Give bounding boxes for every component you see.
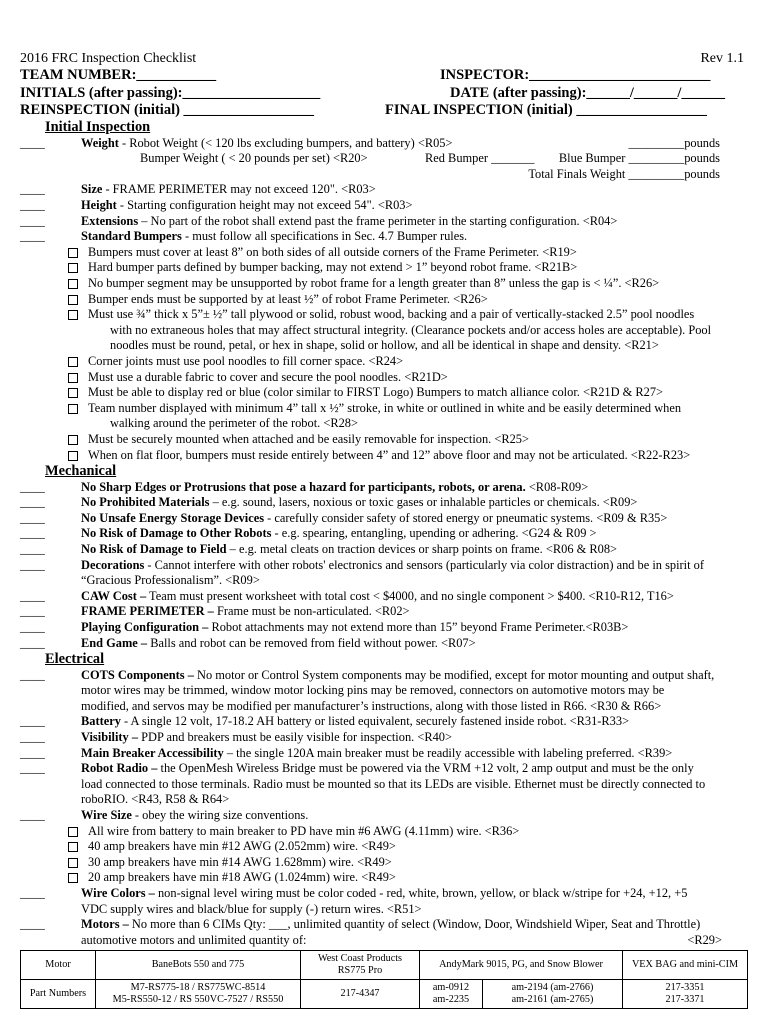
- section-electrical: Electrical: [45, 651, 105, 668]
- mech-text: Frame must be non-articulated. <R02>: [213, 604, 410, 619]
- checkbox[interactable]: [68, 827, 78, 837]
- mech-label: No Prohibited Materials: [81, 495, 210, 510]
- checkbox[interactable]: [68, 295, 78, 305]
- mech-text: - carefully consider safety of stored energy or pneumatic systems. <R09 & R35>: [264, 510, 668, 525]
- table-cell: [420, 980, 483, 1009]
- part-number: M7-RS775-18 / RS775WC-8514: [130, 982, 266, 994]
- elec-label: Wire Size: [81, 808, 132, 823]
- elec-item-main-breaker: [20, 746, 748, 762]
- mech-item-frame-perimeter: [20, 604, 748, 620]
- motors-cont-text: automotive motors and unlimited quantity of:: [81, 932, 307, 947]
- bumper-check-3: [20, 276, 748, 292]
- blue-bumper-field[interactable]: Blue Bumper _________pounds: [558, 151, 720, 166]
- mech-item-energy-storage: [20, 511, 748, 527]
- check-text: Bumpers must cover at least 8” on both sides of all outside corners of the Frame Perimeter. <R19>: [88, 244, 577, 259]
- checklist-page: [20, 0, 748, 1009]
- elec-label: COTS Components –: [81, 667, 194, 682]
- elec-text: No motor or Control System components may be modified, except for motor mounting and output shaft,: [193, 667, 715, 682]
- check-text: 40 amp breakers have min #12 AWG (2.052mm) wire. <R49>: [88, 839, 396, 854]
- mech-text: Robot attachments may not extend more than 15” beyond Frame Perimeter.<R03B>: [208, 620, 629, 634]
- elec-text: non-signal level wiring must be color coded - red, white, brown, yellow, or black w/stripe for +24, +12, +5: [154, 886, 688, 900]
- elec-label: Wire Colors –: [81, 886, 155, 900]
- bumper-check-5: [20, 307, 748, 323]
- checkbox[interactable]: [68, 435, 78, 445]
- table-cell: [483, 980, 623, 1009]
- initial-blank[interactable]: ____: [20, 495, 45, 510]
- elec-label: Robot Radio –: [81, 761, 158, 776]
- initial-blank[interactable]: ____: [20, 479, 45, 494]
- initial-blank[interactable]: ____: [20, 182, 45, 197]
- mech-item-damage-robots: [20, 526, 748, 542]
- mech-item-damage-field: [20, 542, 748, 558]
- extensions-text: – No part of the robot shall extend past the frame perimeter in the starting configuration. <R04>: [138, 213, 618, 228]
- initial-blank[interactable]: ____: [20, 526, 45, 541]
- mech-text: Team must present worksheet with total cost < $4000, and no single component > $400. <R10-R12, T16>: [146, 588, 674, 603]
- check-text: Must be able to display red or blue (color similar to FIRST Logo) Bumpers to match alliance color. <R21D & R27>: [88, 385, 664, 400]
- team-number-field[interactable]: TEAM NUMBER:___________: [20, 67, 217, 84]
- mech-text: - Cannot interfere with other robots' electronics and sensors (particularly via color distraction) and be in spirit of: [144, 557, 704, 572]
- motor-table: [20, 950, 748, 1009]
- check-text: 30 amp breakers have min #14 AWG 1.628mm) wire. <R49>: [88, 854, 392, 869]
- section-mechanical: Mechanical: [45, 463, 117, 480]
- initial-blank[interactable]: ____: [20, 917, 45, 932]
- height-label: Height: [81, 198, 117, 213]
- checkbox[interactable]: [68, 451, 78, 461]
- doc-title: 2016 FRC Inspection Checklist: [20, 51, 197, 66]
- mech-label: Playing Configuration –: [81, 620, 209, 634]
- elec-label: Visibility –: [81, 730, 139, 745]
- check-text: Must use a durable fabric to cover and secure the pool noodles. <R21D>: [88, 369, 448, 384]
- checkbox[interactable]: [68, 858, 78, 868]
- check-text: No bumper segment may be unsupported by robot frame for a length greater than 8” unless the gap is < ¼”. <R26>: [88, 276, 660, 291]
- part-number: am-2235: [432, 994, 470, 1006]
- weight-item: [20, 136, 748, 152]
- red-bumper-field[interactable]: Red Bumper _______: [425, 151, 535, 166]
- table-header: AndyMark 9015, PG, and Snow Blower: [420, 951, 623, 980]
- mech-item-decorations: [20, 558, 748, 574]
- initial-blank[interactable]: ____: [20, 808, 45, 823]
- checkbox[interactable]: [68, 873, 78, 883]
- bumper-check-6: [20, 354, 748, 370]
- bumper-check-5-cont: noodles must be round, petal, or hex in shape, solid or hollow, and all be identical in shape and density. <R21>: [110, 338, 659, 353]
- wire-check-1: [20, 824, 748, 840]
- part-number: 217-3351: [665, 982, 705, 994]
- elec-label: Motors –: [81, 917, 129, 932]
- initial-blank[interactable]: ____: [20, 745, 45, 760]
- checkbox[interactable]: [68, 388, 78, 398]
- reinspection-field[interactable]: REINSPECTION (initial) __________________: [20, 101, 315, 118]
- size-text: - FRAME PERIMETER may not exceed 120". <R03>: [102, 182, 376, 197]
- initial-blank[interactable]: ____: [20, 604, 45, 619]
- table-header: BaneBots 550 and 775: [96, 951, 301, 980]
- mech-item-prohibited-materials: [20, 495, 748, 511]
- elec-text: - A single 12 volt, 17-18.2 AH battery or listed equivalent, securely fastened inside robot. <R31-R33>: [120, 714, 630, 729]
- elec-item-wire-colors: [20, 886, 748, 902]
- part-number: am-2194 (am-2766): [511, 982, 594, 994]
- standard-bumpers-label: Standard Bumpers: [81, 229, 182, 244]
- elec-text: the OpenMesh Wireless Bridge must be powered via the VRM +12 volt, 2 amp output and must be the only: [157, 761, 694, 776]
- bumper-weight-row: [20, 151, 748, 167]
- initial-blank[interactable]: ____: [20, 667, 45, 682]
- wire-colors-cont: VDC supply wires and black/blue for supply (-) return wires. <R51>: [81, 901, 422, 916]
- header-row-1: [20, 50, 748, 67]
- part-number: 217-3371: [665, 994, 705, 1006]
- initial-blank[interactable]: ____: [20, 542, 45, 557]
- table-header: Motor: [21, 951, 96, 980]
- mech-item-sharp-edges: [20, 480, 748, 496]
- part-number: am-0912: [432, 982, 470, 994]
- elec-item-battery: [20, 714, 748, 730]
- initial-blank[interactable]: ____: [20, 730, 45, 745]
- elec-item-visibility: [20, 730, 748, 746]
- check-text: 20 amp breakers have min #18 AWG (1.024mm) wire. <R49>: [88, 870, 396, 885]
- mech-text: – e.g. sound, lasers, noxious or toxic gases or inhalable particles or chemicals. <R09>: [209, 495, 638, 510]
- weight-text: - Robot Weight (< 120 lbs excluding bumpers, and battery) <R05>: [118, 135, 453, 150]
- elec-text: – the single 120A main breaker must be readily accessible with labeling preferred. <R39>: [223, 745, 673, 760]
- elec-item-motors: [20, 917, 748, 933]
- header-row-3: [20, 85, 748, 102]
- initial-blank[interactable]: ____: [20, 213, 45, 228]
- bumper-weight-text: Bumper Weight ( < 20 pounds per set) <R20>: [140, 151, 368, 166]
- checkbox[interactable]: [68, 404, 78, 414]
- mech-label: Decorations: [81, 557, 145, 572]
- part-number: am-2161 (am-2765): [511, 994, 594, 1006]
- mech-item-end-game: [20, 636, 748, 652]
- date-field[interactable]: DATE (after passing):______/______/______: [450, 84, 725, 101]
- elec-item-robot-radio: [20, 761, 748, 777]
- mech-text: Balls and robot can be removed from field without power. <R07>: [147, 635, 476, 650]
- total-finals-weight-field[interactable]: Total Finals Weight _________pounds: [528, 166, 720, 181]
- check-text: Bumper ends must be supported by at least ½” of robot Frame Perimeter. <R26>: [88, 291, 488, 306]
- size-item: [20, 182, 748, 198]
- wire-check-2: [20, 839, 748, 855]
- inspector-field[interactable]: INSPECTOR:_________________________: [440, 67, 711, 84]
- bumper-check-10: [20, 432, 748, 448]
- motors-ref: <R29>: [687, 932, 722, 947]
- elec-text: No more than 6 CIMs Qty: ___, unlimited quantity of select (Window, Door, Windshield Wiper, Seat and Throttle): [128, 917, 701, 932]
- wire-check-3: [20, 855, 748, 871]
- check-text: Must use ¾” thick x 5”± ½” tall plywood or solid, robust wood, backing and a pair of vertically-stacked 2.5” pool noodles: [88, 307, 695, 322]
- initial-blank[interactable]: ____: [20, 229, 45, 244]
- doc-revision: Rev 1.1: [700, 51, 744, 66]
- initial-blank[interactable]: ____: [20, 620, 45, 634]
- final-inspection-field[interactable]: FINAL INSPECTION (initial) __________________: [385, 101, 707, 118]
- elec-label: Battery: [81, 714, 121, 729]
- height-item: [20, 198, 748, 214]
- initial-blank[interactable]: ____: [20, 198, 45, 213]
- initial-blank[interactable]: ____: [20, 135, 45, 150]
- checkbox[interactable]: [68, 842, 78, 852]
- table-header-row: [21, 951, 748, 980]
- total-weight-row: [20, 167, 748, 183]
- table-header: West Coast Products RS775 Pro: [301, 951, 420, 980]
- weight-label: Weight: [81, 135, 119, 150]
- weight-pounds-field[interactable]: _________pounds: [628, 135, 720, 150]
- mech-text: - e.g. spearing, entangling, upending or adhering. <G24 & R09 >: [271, 526, 597, 541]
- decorations-cont: “Gracious Professionalism”. <R09>: [81, 573, 260, 588]
- elec-text: PDP and breakers must be easily visible for inspection. <R40>: [138, 730, 452, 745]
- mech-item-caw-cost: [20, 589, 748, 605]
- size-label: Size: [81, 182, 103, 197]
- header-row-4: [20, 102, 748, 119]
- elec-item-wire-size: [20, 808, 748, 824]
- checkbox[interactable]: [68, 310, 78, 320]
- bumper-check-1: [20, 245, 748, 261]
- check-text: Team number displayed with minimum 4” tall x ½” stroke, in white or outlined in white and be easily determined when: [88, 400, 682, 415]
- initial-blank[interactable]: ____: [20, 886, 45, 900]
- elec-item-cots: [20, 668, 748, 684]
- initial-blank[interactable]: ____: [20, 557, 45, 572]
- mech-label: No Unsafe Energy Storage Devices: [81, 510, 265, 525]
- check-text: Corner joints must use pool noodles to fill corner space. <R24>: [88, 354, 404, 368]
- check-text: Must be securely mounted when attached and be easily removable for inspection. <R25>: [88, 431, 529, 446]
- initial-blank[interactable]: ____: [20, 761, 45, 776]
- check-text: Hard bumper parts defined by bumper backing, may not extend > 1” beyond robot frame. <R21B>: [88, 260, 578, 275]
- header-row-2: [20, 67, 748, 84]
- bumper-check-9-cont: walking around the perimeter of the robot. <R28>: [110, 416, 358, 431]
- table-row: [21, 980, 748, 1009]
- initials-field[interactable]: INITIALS (after passing):___________________: [20, 84, 321, 101]
- extensions-item: [20, 214, 748, 230]
- bumper-check-5-cont: with no extraneous holes that may affect structural integrity. (Clearance pockets and/or access holes are acceptable). Pool: [110, 322, 712, 337]
- part-number: M5-RS550-12 / RS 550VC-7527 / RS550: [112, 994, 284, 1006]
- mech-item-playing-config: [20, 620, 748, 636]
- bumper-check-7: [20, 370, 748, 386]
- elec-label: Main Breaker Accessibility: [81, 745, 224, 760]
- standard-bumpers-text: - must follow all specifications in Sec. 4.7 Bumper rules.: [181, 229, 468, 244]
- standard-bumpers-item: [20, 229, 748, 245]
- bumper-check-9: [20, 401, 748, 417]
- mech-label: No Sharp Edges or Protrusions that pose a hazard for participants, robots, or arena.: [81, 479, 526, 494]
- initial-blank[interactable]: ____: [20, 635, 45, 650]
- wire-check-4: [20, 870, 748, 886]
- bumper-check-4: [20, 292, 748, 308]
- initial-blank[interactable]: ____: [20, 714, 45, 729]
- table-cell: [623, 980, 748, 1009]
- extensions-label: Extensions: [81, 213, 139, 228]
- checkbox[interactable]: [68, 357, 78, 367]
- cots-cont: motor wires may be trimmed, window motor locking pins may be removed, connectors on automotive motors may be: [81, 683, 665, 698]
- mech-text: – e.g. metal cleats on traction devices or sharp points on frame. <R06 & R08>: [226, 542, 617, 557]
- radio-cont: load connected to those terminals. Radio must be mounted so that its LEDs are visible. Ethernet must be directly connected to: [81, 776, 706, 791]
- section-initial-inspection: Initial Inspection: [45, 119, 151, 136]
- mech-text: <R08-R09>: [525, 479, 589, 494]
- check-text: When on flat floor, bumpers must reside entirely between 4” and 12” above floor and may not be articulated. <R22-R23>: [88, 447, 691, 462]
- mech-label: No Risk of Damage to Field: [81, 542, 227, 557]
- table-header: VEX BAG and mini-CIM: [623, 951, 748, 980]
- bumper-check-11: [20, 448, 748, 464]
- checkbox[interactable]: [68, 248, 78, 258]
- checkbox[interactable]: [68, 373, 78, 383]
- checkbox[interactable]: [68, 263, 78, 273]
- mech-label: End Game –: [81, 635, 148, 650]
- table-row-label: Part Numbers: [21, 980, 96, 1009]
- cots-cont: modified, and servos may be modified per manufacturer’s instructions, along with those listed in R66. <R30 & R66>: [81, 698, 662, 713]
- table-cell: 217-4347: [301, 980, 420, 1009]
- checkbox[interactable]: [68, 279, 78, 289]
- bumper-check-8: [20, 385, 748, 401]
- initial-blank[interactable]: ____: [20, 588, 45, 603]
- check-text: All wire from battery to main breaker to PD have min #6 AWG (4.11mm) wire. <R36>: [88, 823, 520, 838]
- radio-cont: roboRIO. <R43, R58 & R64>: [81, 792, 230, 807]
- bumper-check-2: [20, 260, 748, 276]
- table-cell: [96, 980, 301, 1009]
- height-text: - Starting configuration height may not exceed 54". <R03>: [116, 198, 413, 213]
- motors-cont: [20, 933, 748, 949]
- mech-label: FRAME PERIMETER –: [81, 604, 214, 619]
- initial-blank[interactable]: ____: [20, 510, 45, 525]
- elec-text: - obey the wiring size conventions.: [131, 808, 309, 823]
- mech-label: No Risk of Damage to Other Robots: [81, 526, 272, 541]
- mech-label: CAW Cost –: [81, 588, 147, 603]
